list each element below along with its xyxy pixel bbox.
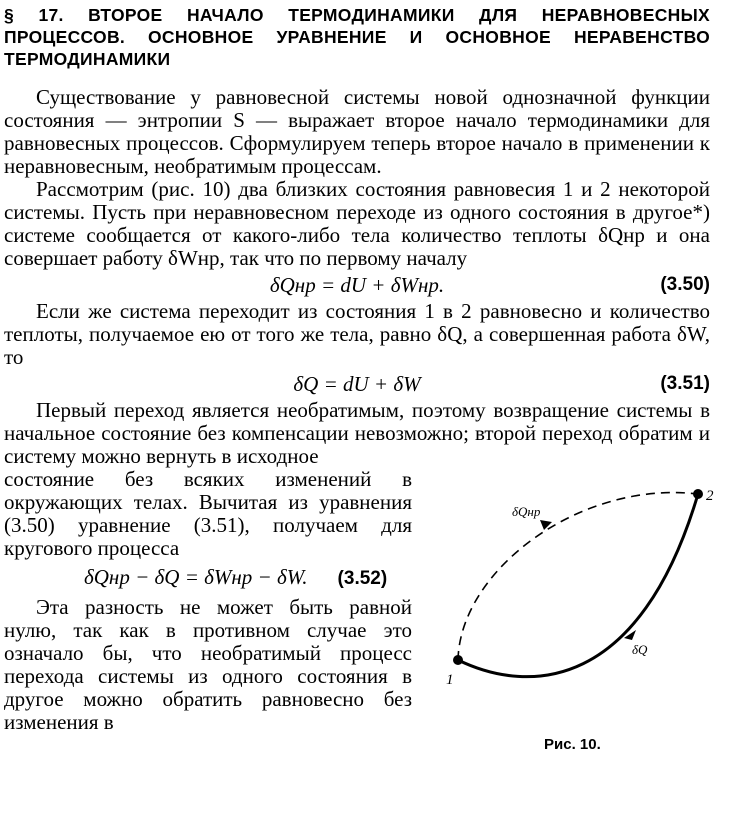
equation-3-51-body: δQ = dU + δW xyxy=(293,372,421,396)
label-point-1: 1 xyxy=(446,672,454,688)
equation-3-51 xyxy=(4,369,710,399)
equation-3-52 xyxy=(4,560,412,596)
figure-caption: Рис. 10. xyxy=(544,736,601,753)
bottom-section xyxy=(4,467,714,753)
equation-3-50 xyxy=(4,270,710,300)
figure-10-diagram xyxy=(440,480,720,740)
paragraph-2: Рассмотрим (рис. 10) два близких состояния равновесия 1 и 2 некоторой системы. Пусть при неравновесном переходе из одного состояния в другое*) системе сообщается от какого-либо тела количество теплоты δQнр и она совершает работу δWнр, так что по первому началу xyxy=(4,177,710,270)
paragraph-6: Эта разность не может быть равной нулю, так как в противном случае это означало бы, что необратимый процесс перехода системы из одного состояния в другое можно обратить равновесно без изменения в xyxy=(4,595,412,734)
section-heading: § 17. ВТОРОЕ НАЧАЛО ТЕРМОДИНАМИКИ ДЛЯ НЕРАВНОВЕСНЫХ ПРОЦЕССОВ. ОСНОВНОЕ УРАВНЕНИЕ И ОСНОВНОЕ НЕРАВЕНСТВО ТЕРМОДИНАМИКИ xyxy=(4,5,710,69)
equation-3-50-number: (3.50) xyxy=(660,274,710,295)
text-column xyxy=(4,468,412,734)
paragraph-3: Если же система переходит из состояния 1 в 2 равновесно и количество теплоты, получаемое ею от того же тела, равно δQ, а совершенная работа δW, то xyxy=(4,299,710,369)
paragraph-5: состояние без всяких изменений в окружающих телах. Вычитая из уравнения (3.50) уравнение (3.51), получаем для кругового процесса xyxy=(4,467,412,560)
page xyxy=(4,4,714,753)
equation-3-52-number: (3.52) xyxy=(337,568,388,589)
paragraph-1: Существование у равновесной системы новой однозначной функции состояния — энтропии S — выражает второе начало термодинамики для равновесных процессов. Сформулируем теперь второе начало в применении к неравновесным, необратимым процессам. xyxy=(4,85,710,178)
point-2 xyxy=(693,489,703,499)
point-1 xyxy=(453,655,463,665)
equation-3-51-number: (3.51) xyxy=(660,373,710,394)
equation-3-52-body: δQнр − δQ = δWнр − δW. xyxy=(84,565,308,589)
equation-3-50-body: δQнр = dU + δWнр. xyxy=(269,273,445,297)
nonequilibrium-path xyxy=(458,493,698,660)
label-dq-nr: δQнр xyxy=(512,504,541,519)
equilibrium-path xyxy=(458,494,698,677)
label-dq: δQ xyxy=(632,642,648,657)
paragraph-4: Первый переход является необратимым, поэтому возвращение системы в начальное состояние без компенсации невозможно; второй переход обратим и систему можно вернуть в исходное xyxy=(4,398,710,468)
label-point-2: 2 xyxy=(706,488,714,504)
